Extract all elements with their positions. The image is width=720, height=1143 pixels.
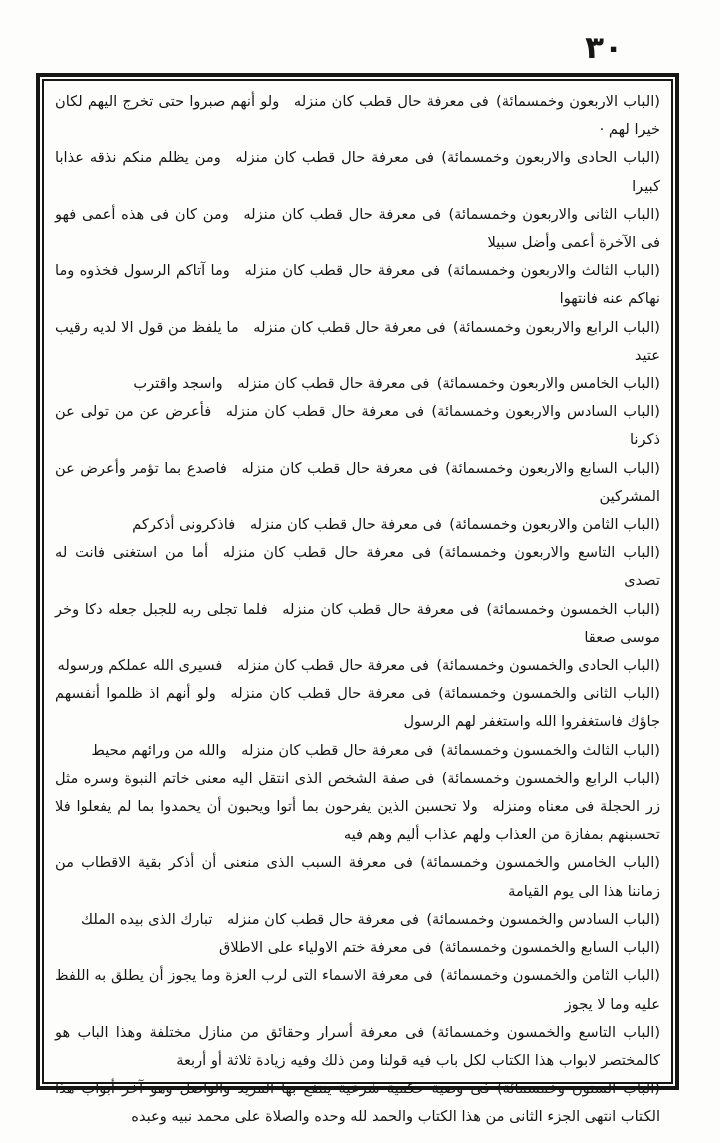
chapter-entry-heading: (الباب الخامس والاربعون وخمسمائة)	[436, 375, 660, 393]
chapter-entry-description: فى معرفة حال قطب كان منزله	[225, 403, 432, 421]
chapter-entry-quote: واسجد واقترب	[133, 375, 238, 393]
chapter-entry-heading: (الباب الثانى والاربعون وخمسمائة)	[448, 205, 660, 223]
chapter-entry-quote: ولو أنهم صبروا حتى تخرج اليهم لكان خيرا لهم ·	[55, 93, 660, 139]
chapter-entry-description: فى معرفة ختم الاولياء على الاطلاق	[219, 939, 439, 957]
chapter-entry-heading: (الباب السابع والخمسون وخمسمائة)	[438, 939, 660, 957]
chapter-entry-description: فى معرفة حال قطب كان منزله	[237, 375, 437, 393]
chapter-entry	[55, 370, 660, 398]
chapter-entry-heading: (الباب الاربعون وخمسمائة)	[496, 93, 660, 110]
chapter-entry-heading: (الباب الثامن والاربعون وخمسمائة)	[449, 516, 660, 534]
chapter-entry-description: فى معرفة حال قطب كان منزله	[244, 262, 448, 280]
chapter-entry-description: فى معرفة حال قطب كان منزله	[226, 910, 427, 928]
chapter-entry-quote: ومن كان فى هذه أعمى فهو فى الآخرة أعمى وأضل سبيلا	[55, 205, 660, 252]
chapter-entry-quote: ولو أنهم اذ ظلموا أنفسهم جاؤك فاستغفروا الله واستغفر لهم الرسول	[55, 685, 660, 731]
chapter-entry-description: فى معرفة حال قطب كان منزله	[253, 318, 453, 336]
chapter-entry-description: فى معرفة الاسماء التى لرب العزة وما يجوز أن يطلق به اللفظ عليه وما لا يجوز	[55, 967, 660, 1013]
chapter-entry	[55, 314, 660, 370]
chapter-entry-description: فى صفة الشخص الذى انتقل اليه معنى خاتم النبوة وسره مثل زر الحجلة فى معناه ومنزله	[55, 769, 661, 816]
chapter-entry-heading: (الباب الحادى والاربعون وخمسمائة)	[441, 149, 660, 167]
chapter-entry-description: فى معرفة حال قطب كان منزله	[293, 93, 497, 110]
chapter-entry-description: فى معرفة حال قطب كان منزله	[235, 149, 442, 167]
chapter-entry-quote: ولا تحسبن الذين يفرحون بما أتوا ويحبون أن يحمدوا بما لم يفعلوا فلا تحسبنهم بمفازة من العذاب ولهم عذاب أليم وهم فيه	[55, 798, 660, 844]
chapter-entry-description: فى معرفة حال قطب كان منزله	[249, 516, 450, 534]
chapter-entry	[55, 201, 660, 257]
chapter-entry-heading: (الباب الرابع والخمسون وخمسمائة)	[441, 769, 660, 787]
chapter-entry-description: فى وصية حكمية شرعية ينتفع بها المريد والواصل وهو آخر أبواب هذا الكتاب انتهى الجزء الثانى من هذا الكتاب والحمد لله وحده والصلاة على محمد نبيه وعبده	[55, 1080, 660, 1126]
chapter-entry-heading: (الباب الحادى والخمسون وخمسمائة)	[436, 657, 660, 675]
chapter-entry-description: فى معرفة حال قطب كان منزله	[241, 459, 446, 477]
chapter-list	[55, 88, 660, 1132]
chapter-entry	[55, 257, 660, 313]
chapter-entry	[55, 455, 660, 511]
chapter-entry-heading: (الباب التاسع والاربعون وخمسمائة)	[438, 544, 660, 562]
chapter-entry-description: فى معرفة السبب الذى منعنى أن أذكر بقية الاقطاب من زماننا هذا الى يوم القيامة	[55, 854, 660, 900]
chapter-entry-description: فى معرفة حال قطب كان منزله	[222, 544, 439, 562]
chapter-entry-quote: تبارك الذى بيده الملك	[81, 910, 227, 928]
chapter-entry	[55, 1019, 660, 1075]
chapter-entry-heading: (الباب السادس والاربعون وخمسمائة)	[431, 403, 660, 421]
chapter-entry-quote: فأعرض عن من تولى عن ذكرنا	[55, 403, 660, 449]
chapter-entry-heading: (الباب التاسع والخمسون وخمسمائة)	[431, 1023, 661, 1041]
chapter-entry-quote: فاصدع بما تؤمر وأعرض عن المشركين	[55, 459, 660, 505]
chapter-entry	[55, 144, 660, 200]
chapter-entry-description: فى معرفة حال قطب كان منزله	[236, 657, 437, 675]
chapter-entry-quote: والله من ورائهم محيط	[91, 741, 242, 759]
chapter-entry	[55, 1075, 660, 1131]
page-frame-inner-border	[42, 79, 673, 1126]
chapter-entry-quote: فسيرى الله عملكم ورسوله	[57, 657, 237, 675]
chapter-entry	[55, 652, 660, 680]
chapter-entry	[55, 596, 660, 652]
chapter-entry-quote: وما آتاكم الرسول فخذوه وما نهاكم عنه فانتهوا	[55, 262, 660, 308]
page-number: ٣٠	[585, 30, 623, 66]
chapter-entry-quote: أما من استغنى فانت له تصدى	[55, 544, 660, 590]
chapter-entry-quote: ومن يظلم منكم نذقه عذابا كبيرا	[55, 149, 660, 195]
chapter-entry	[55, 962, 660, 1018]
chapter-entry-heading: (الباب الثالث والاربعون وخمسمائة)	[447, 262, 660, 280]
page-frame-outer-border	[36, 73, 679, 1126]
chapter-entry-heading: (الباب الثامن والخمسون وخمسمائة)	[440, 967, 660, 985]
chapter-entry	[55, 737, 660, 765]
chapter-entry-description: فى معرفة أسرار وحقائق من منازل مختلفة وهذا الباب هو كالمختصر لابواب هذا الكتاب لكل باب فيه قولنا ومن ذلك وفيه زيادة ثلاثة أو أربعة	[55, 1023, 660, 1069]
chapter-entry	[55, 765, 660, 850]
chapter-entry	[55, 906, 660, 934]
chapter-entry-quote: فاذكرونى أذكركم	[132, 516, 250, 534]
chapter-entry	[55, 849, 660, 905]
chapter-entry-description: فى معرفة حال قطب كان منزله	[241, 741, 441, 759]
chapter-entry	[55, 88, 660, 144]
chapter-entry	[55, 934, 660, 962]
chapter-entry-heading: (الباب السادس والخمسون وخمسمائة)	[426, 910, 660, 928]
chapter-entry-heading: (الباب السابع والاربعون وخمسمائة)	[445, 459, 660, 477]
chapter-entry-heading: (الباب الستون وخمسمائة)	[496, 1080, 661, 1098]
chapter-entry	[55, 539, 660, 595]
chapter-entry	[55, 511, 660, 539]
chapter-entry-quote: فلما تجلى ربه للجبل جعله دكا وخر موسى صعقا	[55, 600, 660, 646]
chapter-entry	[55, 680, 660, 736]
chapter-entry-heading: (الباب الخمسون وخمسمائة)	[486, 600, 660, 618]
chapter-entry-heading: (الباب الثانى والخمسون وخمسمائة)	[438, 685, 660, 703]
chapter-entry-description: فى معرفة حال قطب كان منزله	[243, 205, 449, 223]
chapter-entry-description: فى معرفة حال قطب كان منزله	[282, 600, 487, 618]
chapter-entry-description: فى معرفة حال قطب كان منزله	[230, 685, 439, 703]
chapter-entry-heading: (الباب الرابع والاربعون وخمسمائة)	[452, 318, 660, 336]
chapter-entry	[55, 398, 660, 454]
chapter-entry-heading: (الباب الخامس والخمسون وخمسمائة)	[420, 854, 660, 872]
chapter-entry-heading: (الباب الثالث والخمسون وخمسمائة)	[440, 741, 660, 759]
chapter-entry-quote: ما يلفظ من قول الا لديه رقيب عتيد	[55, 318, 660, 364]
